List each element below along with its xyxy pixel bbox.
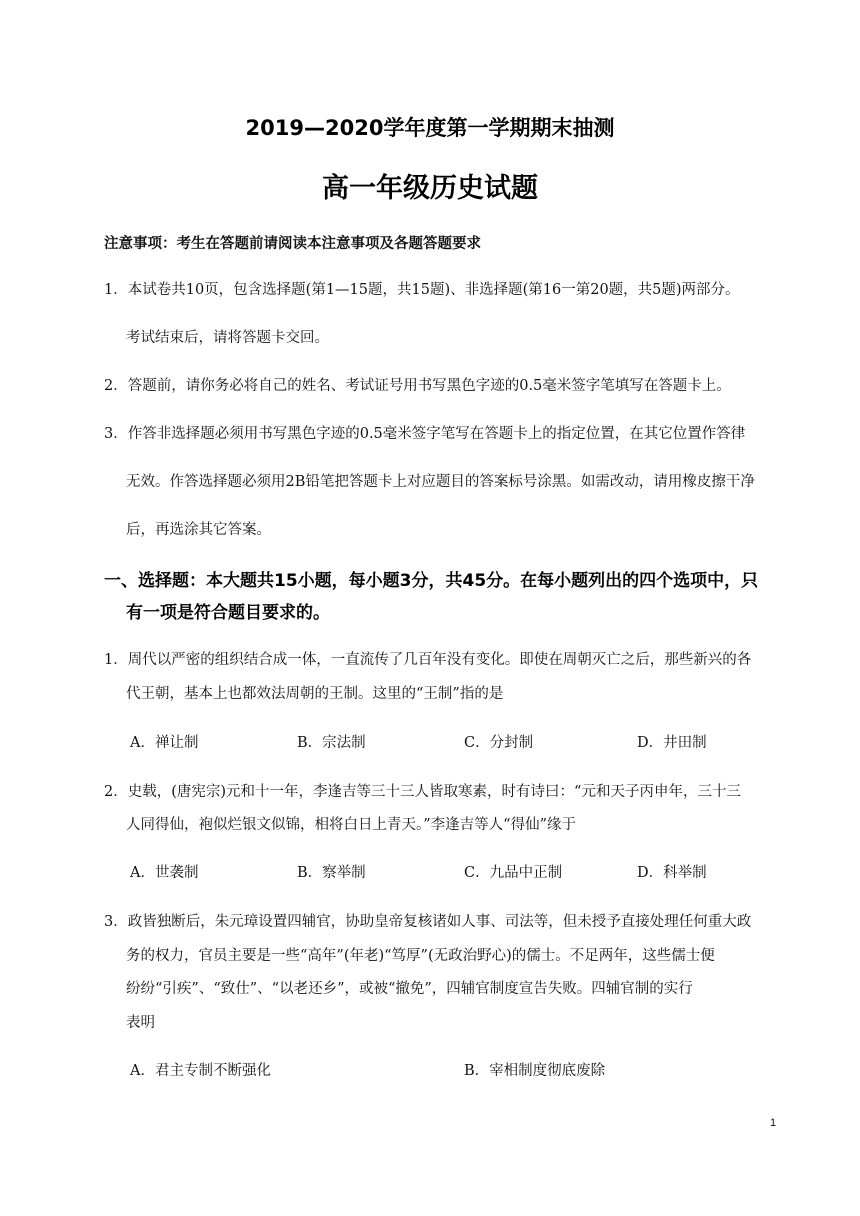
notice-item-3-line-3: 后，再选涂其它答案。	[126, 522, 271, 538]
page-number: 1	[770, 1117, 777, 1129]
exam-title: 2019—2020学年度第一学期期末抽测	[245, 116, 615, 140]
notice-heading: 注意事项：考生在答题前请阅读本注意事项及各题答题要求	[104, 236, 481, 252]
question-3-line-3: 纷纷“引疾”、“致仕”、“以老还乡”，或被“撤免”，四辅官制度宣告失败。四辅官制的实行	[126, 981, 693, 997]
question-3-line-4: 表明	[126, 1015, 155, 1031]
question-3-line-1: 3．政皆独断后，朱元璋设置四辅官，协助皇帝复核诸如人事、司法等，但未授予直接处理任何重大政	[104, 914, 752, 930]
section-heading-line-1: 一、选择题：本大题共15小题，每小题3分，共45分。在每小题列出的四个选项中，只	[104, 571, 759, 591]
question-2-line-1: 2．史载，(唐宪宗)元和十一年，李逢吉等三十三人皆取寒素，时有诗曰：“元和天子丙申年，三十三	[104, 784, 741, 800]
question-1-line-1: 1．周代以严密的组织结合成一体，一直流传了几百年没有变化。即使在周朝灭亡之后，那些新兴的各	[104, 652, 752, 668]
question-2-option-a[interactable]: A．世袭制	[130, 865, 199, 881]
question-1-option-d[interactable]: D．井田制	[637, 735, 707, 751]
question-1-line-2: 代王朝，基本上也都效法周朝的王制。这里的“王制”指的是	[126, 686, 504, 702]
notice-item-3-line-1: 3．作答非选择题必须用书写黑色字迹的0.5毫米签字笔写在答题卡上的指定位置，在其它位置作答律	[104, 426, 746, 442]
section-heading-line-2: 有一项是符合题目要求的。	[126, 603, 330, 623]
question-3-line-2: 务的权力，官员主要是一些“高年”(年老)“笃厚”(无政治野心)的儒士。不足两年，这些儒士便	[126, 948, 715, 964]
question-1-option-a[interactable]: A．禅让制	[130, 735, 199, 751]
question-2-option-b[interactable]: B．察举制	[297, 865, 366, 881]
question-3-option-b[interactable]: B．宰相制度彻底废除	[464, 1063, 606, 1079]
notice-item-3-line-2: 无效。作答选择题必须用2B铅笔把答题卡上对应题目的答案标号涂黑。如需改动，请用橡皮擦干净	[126, 474, 755, 490]
question-2-line-2: 人同得仙，袍似烂银文似锦，相将白日上青天。”李逢吉等人“得仙”缘于	[126, 817, 576, 833]
question-3-option-a[interactable]: A．君主专制不断强化	[130, 1063, 271, 1079]
question-2-option-c[interactable]: C．九品中正制	[464, 865, 563, 881]
question-2-option-d[interactable]: D．科举制	[637, 865, 707, 881]
question-1-option-b[interactable]: B．宗法制	[297, 735, 366, 751]
notice-item-1-line-2: 考试结束后，请将答题卡交回。	[126, 330, 329, 346]
exam-subtitle: 高一年级历史试题	[322, 173, 538, 204]
notice-item-1-line-1: 1．本试卷共10页，包含选择题(第1—15题，共15题)、非选择题(第16一第20题，共5题)两部分。	[104, 282, 740, 298]
question-1-option-c[interactable]: C．分封制	[464, 735, 534, 751]
notice-item-2-line-1: 2．答题前，请你务必将自己的姓名、考试证号用书写黑色字迹的0.5毫米签字笔填写在答题卡上。	[104, 378, 731, 394]
